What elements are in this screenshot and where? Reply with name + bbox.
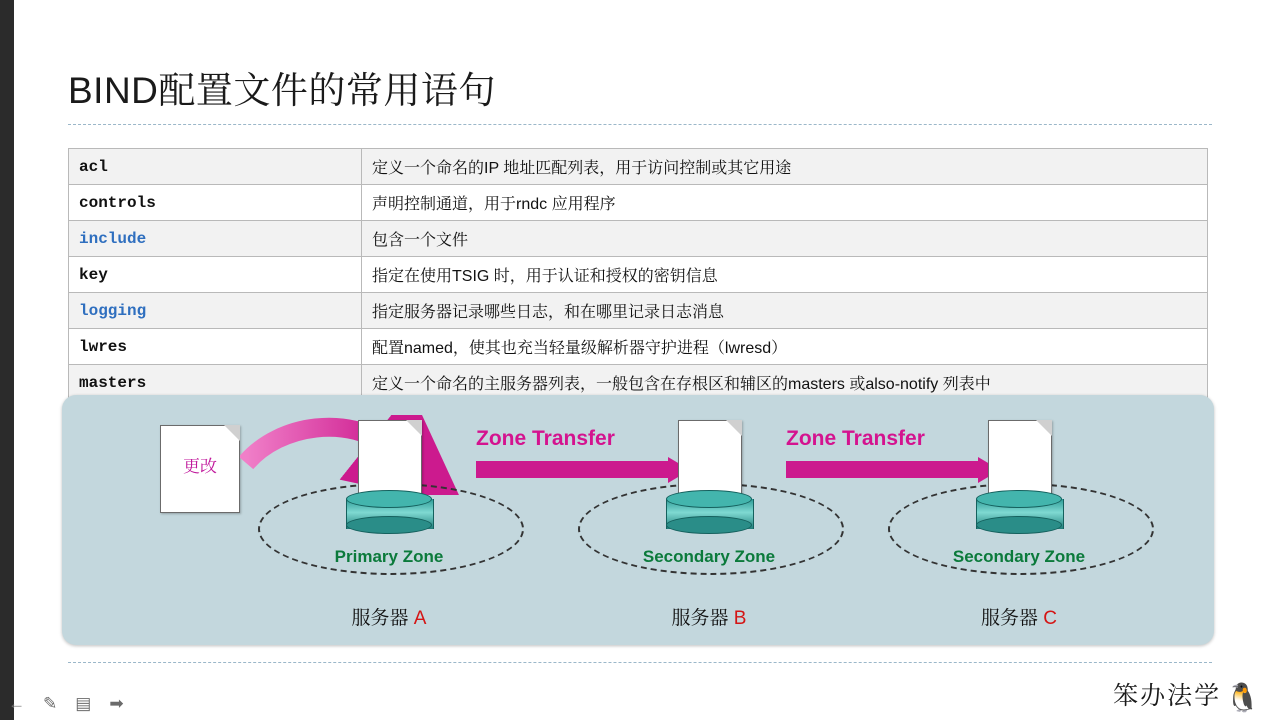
pen-icon[interactable]: ✎ xyxy=(43,694,58,713)
statement-description: 配置named，使其也充当轻量级解析器守护进程（lwresd） xyxy=(362,329,1208,365)
page-fold-corner xyxy=(406,420,422,436)
statement-description: 声明控制通道，用于rndc 应用程序 xyxy=(362,185,1208,221)
server-label-prefix: 服务器 xyxy=(980,608,1044,629)
divider-top xyxy=(68,124,1212,125)
brand-watermark xyxy=(1113,676,1260,712)
server-label-prefix: 服务器 xyxy=(351,608,414,629)
statement-description: 指定在使用TSIG 时，用于认证和授权的密钥信息 xyxy=(362,257,1208,293)
zone-label: Secondary Zone xyxy=(952,547,1086,566)
statement-description: 定义一个命名的IP 地址匹配列表，用于访问控制或其它用途 xyxy=(362,149,1208,185)
statement-description: 指定服务器记录哪些日志，和在哪里记录日志消息 xyxy=(362,293,1208,329)
page-fold-corner xyxy=(1036,420,1052,436)
table-row xyxy=(69,329,1208,365)
server-label xyxy=(269,603,509,630)
linux-penguin-icon: 🐧 xyxy=(1225,682,1260,713)
statement-description: 包含一个文件 xyxy=(362,221,1208,257)
change-document-icon xyxy=(160,425,240,513)
table-row xyxy=(69,293,1208,329)
brand-text: 笨办法学 xyxy=(1113,683,1222,710)
statement-keyword: key xyxy=(69,257,362,293)
server-label-letter: A xyxy=(413,608,427,629)
server-label-letter: B xyxy=(733,608,747,629)
page-fold-corner xyxy=(224,425,240,441)
zone-transfer-arrow-icon xyxy=(786,457,1000,481)
table-row xyxy=(69,149,1208,185)
statement-keyword: controls xyxy=(69,185,362,221)
left-accent-bar xyxy=(0,0,14,720)
zone-database-icon xyxy=(976,490,1062,536)
zone-label: Secondary Zone xyxy=(642,547,776,566)
zone-transfer-arrow-icon xyxy=(476,457,690,481)
statement-keyword: lwres xyxy=(69,329,362,365)
table-row xyxy=(69,257,1208,293)
page-title: BIND配置文件的常用语句 xyxy=(68,70,496,111)
zone-label: Primary Zone xyxy=(334,547,444,566)
server-label-letter: C xyxy=(1043,608,1057,629)
curved-update-arrow-icon xyxy=(240,415,460,495)
zone-database-icon xyxy=(346,490,432,536)
server-label xyxy=(899,603,1139,630)
statements-table xyxy=(68,148,1208,437)
forward-arrow-icon[interactable]: ➡ xyxy=(109,694,124,713)
server-label-prefix: 服务器 xyxy=(671,608,734,629)
slide-list-icon[interactable]: ▤ xyxy=(75,694,92,713)
table-row xyxy=(69,185,1208,221)
zone-transfer-label: Zone Transfer xyxy=(786,427,925,450)
zone-database-icon xyxy=(666,490,752,536)
statement-keyword: logging xyxy=(69,293,362,329)
statement-keyword: masters xyxy=(69,365,362,401)
statement-description: 定义一个命名的主服务器列表，一般包含在存根区和辅区的masters 或also-notify 列表中 xyxy=(362,365,1208,401)
change-document-label: 更改 xyxy=(183,457,217,476)
zone-transfer-label: Zone Transfer xyxy=(476,427,615,450)
statement-keyword: include xyxy=(69,221,362,257)
server-label xyxy=(589,603,829,630)
zone-transfer-diagram xyxy=(62,395,1214,645)
table-row xyxy=(69,221,1208,257)
bottom-toolbar[interactable] xyxy=(8,695,124,712)
statement-keyword: acl xyxy=(69,149,362,185)
back-arrow-icon[interactable]: ← xyxy=(8,694,25,713)
divider-bottom xyxy=(68,662,1212,663)
page-fold-corner xyxy=(726,420,742,436)
